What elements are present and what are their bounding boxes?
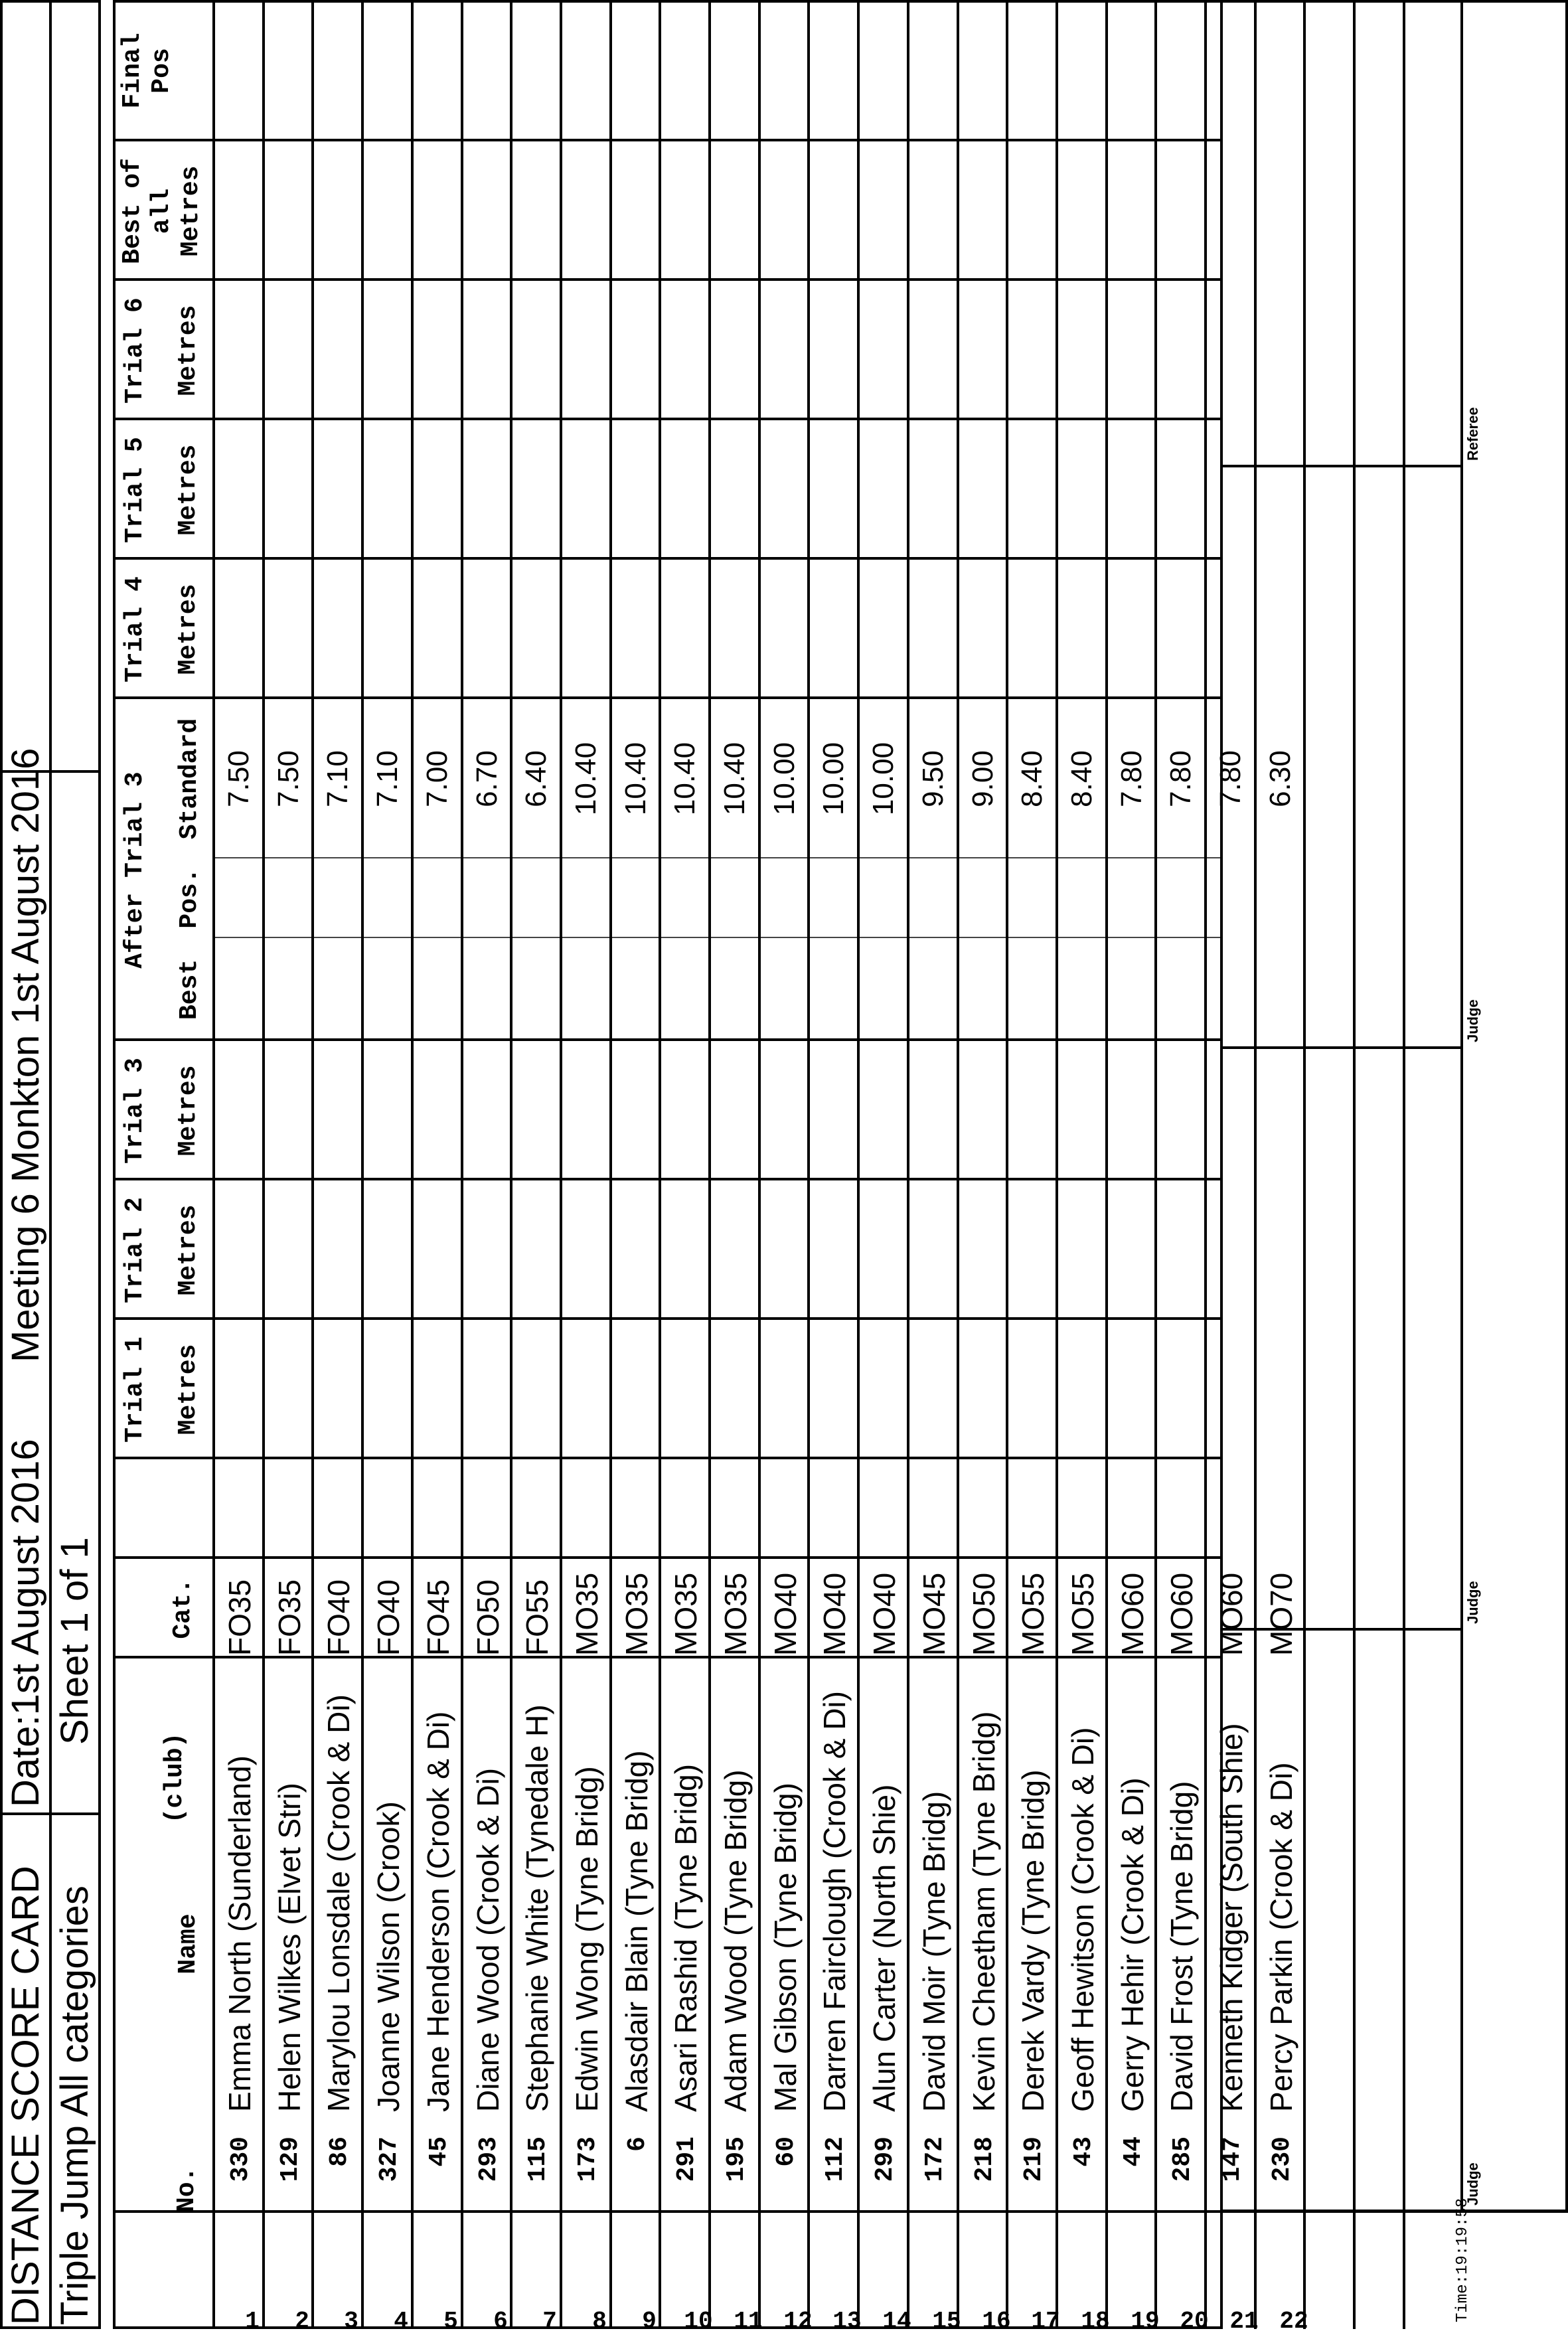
row-line-number: 21 [1229,2308,1259,2335]
row-separator [1056,0,1058,2329]
standard-value: 7.80 [1164,750,1198,807]
entrant-category: MO55 [1065,1572,1100,1656]
referee-label: Referee [1464,407,1481,461]
row-line-number: 12 [783,2308,813,2335]
standard-value: 10.40 [569,742,602,816]
row-separator [1105,0,1108,2329]
signature-sep [1220,465,1460,467]
row-separator [659,0,661,2329]
row-line-number: 16 [981,2308,1011,2335]
row-line-number: 7 [542,2308,557,2335]
entrant-number: 172 [920,2136,949,2182]
entrant-category: FO40 [321,1579,356,1656]
signature-divider [1460,0,1463,2212]
entrant-name: Stephanie White (Tynedale H) [520,1704,555,2112]
entrant-category: MO50 [966,1572,1001,1656]
entrant-name: Asari Rashid (Tyne Bridg) [668,1763,704,2112]
entrant-category: FO55 [520,1579,555,1656]
row-separator [311,0,314,2329]
standard-value: 7.80 [1115,750,1148,807]
entrant-category: MO45 [916,1572,951,1656]
entrant-category: MO40 [817,1572,852,1656]
standard-value: 6.40 [520,750,553,807]
entrant-category: FO40 [371,1579,406,1656]
row-line-number: 17 [1031,2308,1060,2335]
standard-value: 6.70 [470,750,503,807]
entrant-name: Emma North (Sunderland) [222,1755,257,2112]
header-row-sep [212,0,215,2329]
col-header-trial4-unit: Metres [174,584,202,675]
sheet-number: Sheet 1 of 1 [53,1537,96,1745]
entrant-name: Edwin Wong (Tyne Bridg) [569,1766,604,2112]
entrant-name: Marylou Lonsdale (Crook & Di) [321,1694,356,2112]
col-header-final-pos: Final Pos [118,33,176,109]
col-header-no: No. [173,2166,201,2212]
standard-value: 7.80 [1214,750,1247,807]
row-line-number: 2 [294,2308,309,2335]
entrant-name: Joanne Wilson (Crook) [371,1801,406,2112]
row-separator [807,0,810,2329]
standard-value: 10.40 [668,742,702,816]
row-separator [857,0,860,2329]
row-separator [1154,0,1157,2329]
row-separator [1204,0,1207,2329]
standard-value: 7.50 [272,750,305,807]
col-header-trial4: Trial 4 [121,576,149,683]
col-header-cat: Cat. [169,1578,197,1639]
standard-value: 9.50 [916,750,949,807]
event-title: Triple Jump All categories [53,1886,96,2325]
entrant-category: MO35 [619,1572,654,1656]
card-date: Date:1st August 2016 [4,1439,47,1807]
col-header-trial5: Trial 5 [121,437,149,543]
col-header-trial6: Trial 6 [121,297,149,404]
col-header-trial3: Trial 3 [121,1058,149,1164]
col-header-best-of-all-unit: Metres [177,165,205,257]
col-header-name: Name [174,1913,202,1974]
signature-sep [1220,1046,1460,1049]
standard-value: 7.10 [321,750,354,807]
row-line-number: 5 [443,2308,458,2335]
entrant-number: 45 [424,2136,453,2167]
entrant-category: MO40 [767,1572,803,1656]
standard-value: 8.40 [1065,750,1098,807]
entrant-number: 327 [375,2136,404,2182]
row-line-number: 9 [641,2308,657,2335]
row-separator [957,0,959,2329]
entrant-number: 291 [672,2136,702,2182]
entrant-category: MO60 [1164,1572,1200,1656]
entrant-number: 86 [325,2136,354,2167]
entrant-category: FO45 [420,1579,455,1656]
entrant-name: Geoff Hewitson (Crook & Di) [1065,1727,1100,2112]
entrant-category: FO50 [470,1579,505,1656]
entrant-name: Gerry Hehir (Crook & Di) [1115,1777,1150,2112]
entrant-number: 330 [226,2136,255,2182]
row-separator [262,0,265,2329]
entrant-number: 173 [573,2136,602,2182]
entrant-name: Kenneth Kidger (South Shie) [1214,1723,1249,2112]
standard-value: 7.00 [420,750,453,807]
row-line-number: 22 [1279,2308,1308,2335]
row-line-number: 14 [882,2308,911,2335]
col-header-pos: Pos. [175,868,204,929]
entrant-name: Mal Gibson (Tyne Bridg) [767,1783,803,2112]
entrant-number: 299 [871,2136,900,2182]
entrant-name: Diane Wood (Crook & Di) [470,1767,505,2112]
standard-value: 10.40 [718,742,751,816]
entrant-category: MO70 [1263,1572,1298,1656]
entrant-number: 285 [1168,2136,1198,2182]
entrant-name: Alasdair Blain (Tyne Bridg) [619,1750,654,2112]
entrant-category: MO55 [1016,1572,1051,1656]
col-header-trial2-unit: Metres [174,1204,202,1296]
header-divider [49,0,52,2329]
entrant-name: Adam Wood (Tyne Bridg) [718,1769,753,2112]
standard-value: 10.40 [619,742,652,816]
entrant-category: MO60 [1115,1572,1150,1656]
entrant-name: Helen Wilkes (Elvet Stri) [272,1783,307,2112]
row-separator [560,0,562,2329]
row-line-number: 20 [1180,2308,1209,2335]
row-line-number: 11 [734,2308,763,2335]
col-header-club: (club) [161,1732,189,1824]
row-separator [907,0,909,2329]
col-header-trial1-unit: Metres [174,1344,202,1435]
row-line-number: 19 [1130,2308,1160,2335]
col-header-trial6-unit: Metres [174,305,202,396]
entrant-number: 293 [474,2136,503,2182]
standard-value: 7.50 [222,750,255,807]
row-separator [758,0,761,2329]
row-line-number: 1 [245,2308,260,2335]
entrant-category: MO35 [668,1572,704,1656]
entrant-number: 112 [821,2136,850,2182]
entrant-number: 129 [275,2136,305,2182]
col-header-trial3-unit: Metres [174,1065,202,1157]
row-line-number: 6 [493,2308,508,2335]
entrant-number: 44 [1119,2136,1148,2167]
entrant-number: 195 [722,2136,751,2182]
entrant-number: 43 [1069,2136,1098,2167]
entrant-name: David Moir (Tyne Bridg) [916,1791,951,2112]
print-time: Time:19:19:58 [1454,2198,1472,2322]
signature-sep [1220,1628,1460,1631]
entrant-category: FO35 [272,1579,307,1656]
signature-area [1220,0,1568,2212]
row-line-number: 15 [932,2308,961,2335]
judge-label-3: Judge [1464,999,1481,1042]
row-separator [1006,0,1008,2329]
row-separator [708,0,711,2329]
col-header-best: Best [175,959,204,1020]
entrant-name: Derek Vardy (Tyne Bridg) [1016,1769,1051,2112]
row-separator [461,0,463,2329]
entrant-number: 147 [1218,2136,1247,2182]
entrant-name: Darren Fairclough (Crook & Di) [817,1691,852,2112]
entrant-category: MO35 [569,1572,604,1656]
row-separator [411,0,414,2329]
col-header-after-trial3: After Trial 3 [121,771,149,969]
row-separator [361,0,364,2329]
row-line-number: 4 [394,2308,408,2335]
col-header-best-of-all: Best of all [118,158,176,264]
standard-value: 6.30 [1263,750,1296,807]
entrant-name: David Frost (Tyne Bridg) [1164,1781,1200,2112]
entrant-number: 219 [1020,2136,1049,2182]
row-line-number: 13 [832,2308,862,2335]
col-header-trial5-unit: Metres [174,444,202,536]
row-separator [510,0,512,2329]
standard-value: 7.10 [371,750,404,807]
standard-value: 8.40 [1016,750,1049,807]
sub-col-sep [212,937,1223,938]
entrant-name: Jane Henderson (Crook & Di) [420,1711,455,2112]
entrant-category: MO40 [867,1572,902,1656]
standard-value: 9.00 [966,750,999,807]
row-line-number: 10 [684,2308,713,2335]
col-header-trial2: Trial 2 [121,1197,149,1303]
judge-label-1: Judge [1464,2162,1481,2206]
col-header-standard: Standard [175,718,204,840]
standard-value: 10.00 [867,742,900,816]
entrant-number: 230 [1267,2136,1296,2182]
entrant-number: 6 [623,2136,652,2152]
row-line-number: 18 [1081,2308,1110,2335]
standard-value: 10.00 [767,742,801,816]
entrant-number: 60 [771,2136,801,2167]
entrant-name: Percy Parkin (Crook & Di) [1263,1762,1298,2112]
judge-label-2: Judge [1464,1581,1481,1624]
entrant-category: MO35 [718,1572,753,1656]
entrant-number: 115 [524,2136,553,2182]
entrant-category: MO60 [1214,1572,1249,1656]
row-separator [609,0,612,2329]
card-title: DISTANCE SCORE CARD [4,1866,47,2325]
entrant-name: Alun Carter (North Shie) [867,1784,902,2112]
col-header-trial1: Trial 1 [121,1336,149,1443]
entrant-name: Kevin Cheetham (Tyne Bridg) [966,1711,1001,2112]
entrant-number: 218 [970,2136,999,2182]
entrant-category: FO35 [222,1579,257,1656]
row-line-number: 3 [344,2308,359,2335]
row-line-number: 8 [592,2308,607,2335]
meeting-title: Meeting 6 Monkton 1st August 2016 [4,748,47,1362]
standard-value: 10.00 [817,742,850,816]
